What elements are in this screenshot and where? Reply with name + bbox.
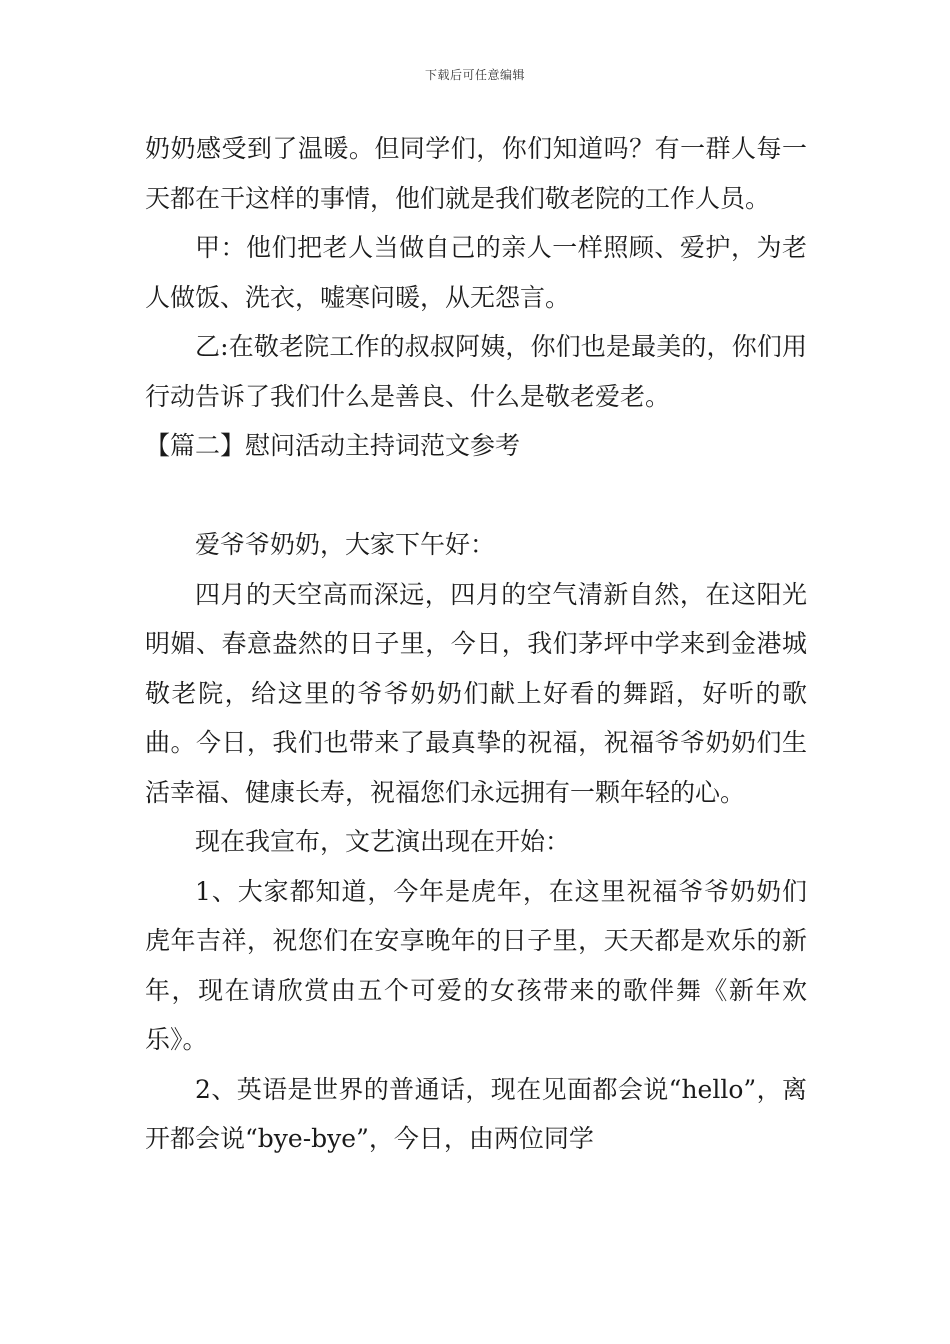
paragraph-yi: 乙:在敬老院工作的叔叔阿姨，你们也是最美的，你们用行动告诉了我们什么是善良、什么是敬老爱老。 bbox=[145, 332, 807, 411]
paragraph-item-2: 2、英语是世界的普通话，现在见面都会说“hello”，离开都会说“bye-bye”，今日，由两位同学 bbox=[145, 1074, 807, 1153]
paragraph-item-1: 1、大家都知道，今年是虎年，在这里祝福爷爷奶奶们虎年吉祥，祝您们在安享晚年的日子里，天天都是欢乐的新年，现在请欣赏由五个可爱的女孩带来的歌伴舞《新年欢乐》。 bbox=[145, 876, 807, 1054]
paragraph-jia: 甲：他们把老人当做自己的亲人一样照顾、爱护，为老人做饭、洗衣，嘘寒问暖，从无怨言。 bbox=[145, 233, 807, 312]
paragraph-announcement: 现在我宣布，文艺演出现在开始： bbox=[195, 827, 571, 856]
paragraph-greeting: 爱爷爷奶奶，大家下午好： bbox=[195, 530, 496, 559]
paragraph-continuation: 奶奶感受到了温暖。但同学们，你们知道吗？有一群人每一天都在干这样的事情，他们就是我们敬老院的工作人员。 bbox=[145, 134, 807, 213]
blank-line bbox=[145, 471, 807, 521]
document-body bbox=[145, 124, 807, 1164]
section-heading: 【篇二】慰问活动主持词范文参考 bbox=[145, 431, 521, 460]
paragraph-opening: 四月的天空高而深远，四月的空气清新自然，在这阳光明媚、春意盎然的日子里，今日，我们茅坪中学来到金港城敬老院，给这里的爷爷奶奶们献上好看的舞蹈，好听的歌曲。今日，我们也带来了最真挚的祝福，祝福爷爷奶奶们生活幸福、健康长寿，祝福您们永远拥有一颗年轻的心。 bbox=[145, 579, 807, 807]
page-header: 下载后可任意编辑 bbox=[424, 68, 525, 82]
